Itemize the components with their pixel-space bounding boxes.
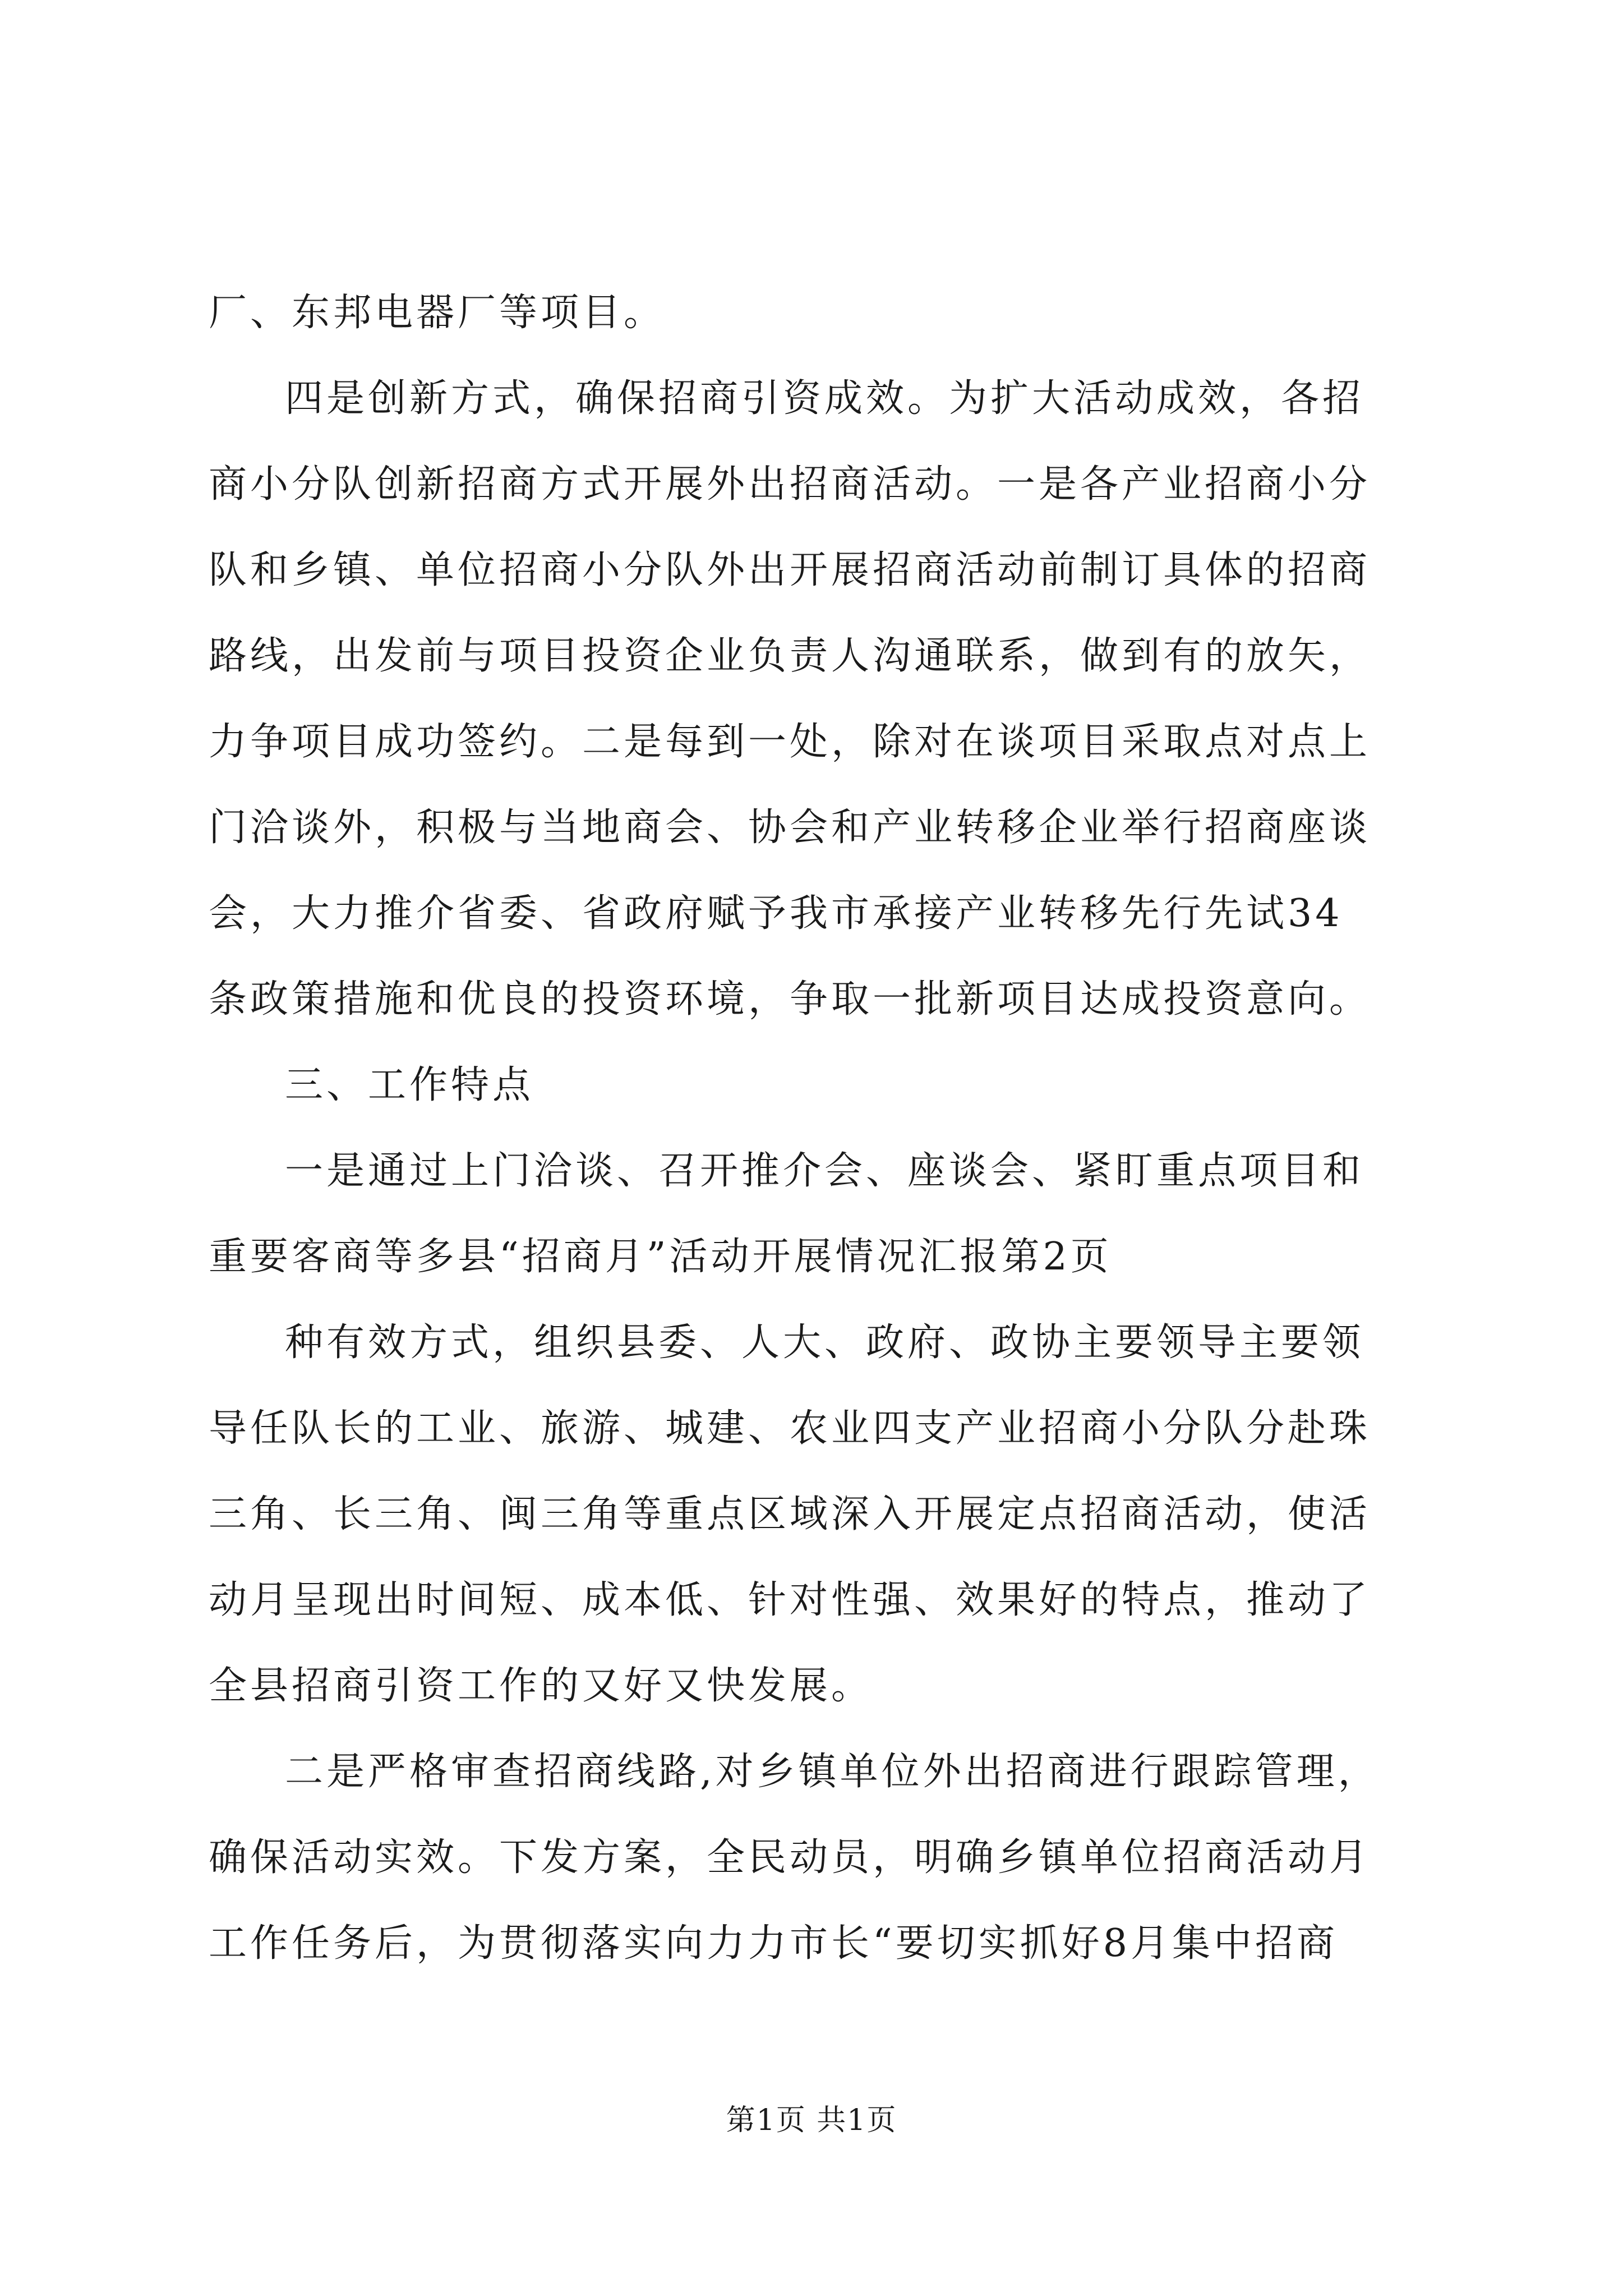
text-line: 工作任务后，为贯彻落实向力力市长“要切实抓好8月集中招商 <box>209 1921 1339 1966</box>
text-line: 门洽谈外，积极与当地商会、协会和产业转移企业举行招商座谈 <box>209 806 1371 850</box>
text-line: 确保活动实效。下发方案，全民动员，明确乡镇单位招商活动月 <box>209 1835 1371 1880</box>
text-line: 种有效方式，组织县委、人大、政府、政协主要领导主要领 <box>285 1320 1364 1365</box>
text-line: 重要客商等多县“招商月”活动开展情况汇报第2页 <box>209 1235 1112 1279</box>
text-line: 导任队长的工业、旅游、城建、农业四支产业招商小分队分赴珠 <box>209 1406 1371 1451</box>
text-line: 商小分队创新招商方式开展外出招商活动。一是各产业招商小分 <box>209 462 1371 507</box>
text-line: 四是创新方式，确保招商引资成效。为扩大活动成效，各招 <box>285 376 1364 421</box>
text-line: 三角、长三角、闽三角等重点区域深入开展定点招商活动，使活 <box>209 1492 1371 1536</box>
text-line: 路线，出发前与项目投资企业负责人沟通联系，做到有的放矢， <box>209 634 1371 678</box>
text-line: 力争项目成功签约。二是每到一处，除对在谈项目采取点对点上 <box>209 720 1371 764</box>
text-line: 条政策措施和优良的投资环境，争取一批新项目达成投资意向。 <box>209 977 1371 1022</box>
text-line: 一是通过上门洽谈、召开推介会、座谈会、紧盯重点项目和 <box>285 1149 1364 1193</box>
page-footer: 第1页 共1页 <box>726 2104 897 2137</box>
text-line: 动月呈现出时间短、成本低、针对性强、效果好的特点，推动了 <box>209 1578 1371 1622</box>
text-line: 会，大力推介省委、省政府赋予我市承接产业转移先行先试34 <box>209 891 1343 936</box>
text-line: 全县招商引资工作的又好又快发展。 <box>209 1664 873 1708</box>
text-line: 队和乡镇、单位招商小分队外出开展招商活动前制订具体的招商 <box>209 548 1371 592</box>
section-heading: 三、工作特点 <box>285 1063 534 1107</box>
text-line: 厂、东邦电器厂等项目。 <box>209 291 666 335</box>
text-line: 二是严格审查招商线路,对乡镇单位外出招商进行跟踪管理， <box>285 1750 1380 1794</box>
